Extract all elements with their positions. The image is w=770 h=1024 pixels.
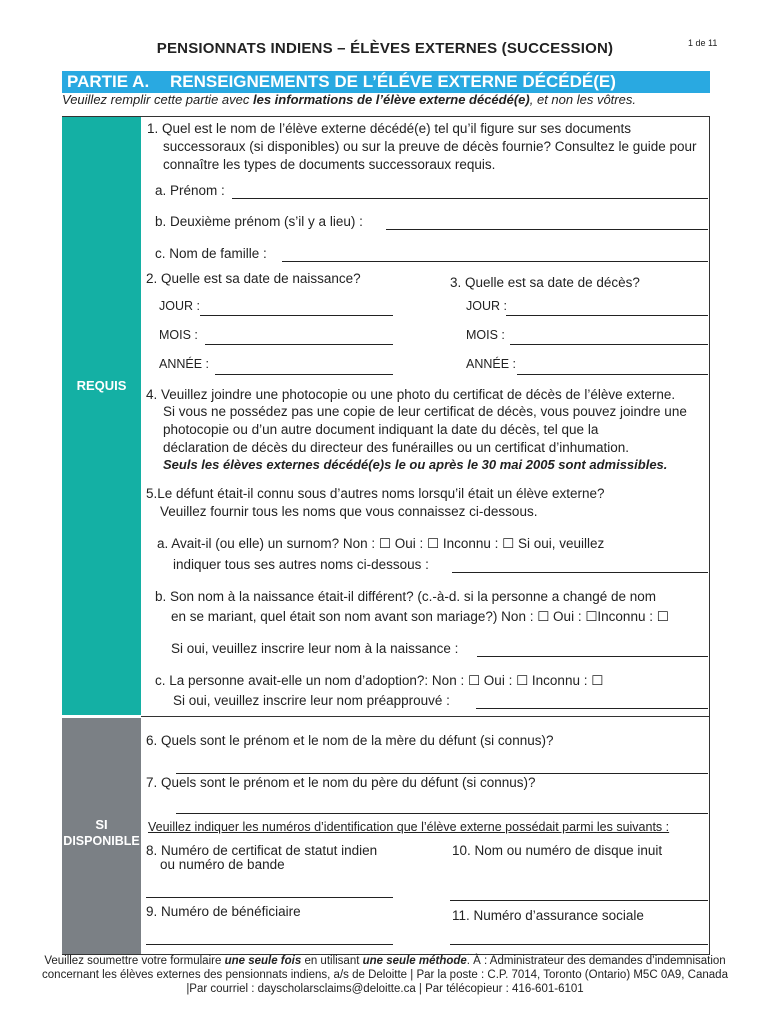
q4-eligibility-note: Seuls les élèves externes décédé(e)s le ou après le 30 mai 2005 sont admissibles.	[163, 457, 668, 472]
part-a-title: RENSEIGNEMENTS DE L’ÉLÉVE EXTERNE DÉCÉDÉ(E)	[170, 72, 616, 91]
q5b-line2: en se mariant, quel était son nom avant son mariage?) Non : ☐ Oui : ☐Inconnu : ☐	[171, 609, 669, 624]
q4-line1: 4. Veuillez joindre une photocopie ou une photo du certificat de décès de l’élève externe.	[146, 387, 676, 402]
footer-line3: |Par courriel : dayscholarsclaims@deloitte.ca | Par télécopieur : 416-601-6101	[186, 983, 584, 995]
q11-label: 11. Numéro d’assurance sociale	[452, 908, 644, 923]
nom-naissance-field[interactable]	[477, 656, 708, 657]
statut-indien-field[interactable]	[146, 897, 393, 898]
part-a-instructions: Veuillez remplir cette partie avec les informations de l’élève externe décédé(e), et non les vôtres.	[62, 92, 636, 107]
pere-field[interactable]	[176, 813, 708, 814]
q5a-line2: indiquer tous ses autres noms ci-dessous :	[173, 557, 429, 572]
nom-de-famille-field[interactable]	[282, 261, 708, 262]
q1c-label: c. Nom de famille :	[155, 246, 267, 261]
frame-right	[709, 116, 710, 954]
q3-mois-label: MOIS :	[466, 328, 505, 342]
beneficiaire-field[interactable]	[146, 944, 393, 945]
disque-inuit-field[interactable]	[450, 900, 708, 901]
naissance-mois-field[interactable]	[205, 344, 393, 345]
frame-top	[62, 116, 710, 117]
frame-divider	[141, 716, 710, 717]
part-a-label: PARTIE A.	[67, 72, 150, 91]
q1-line3: connaître les types de documents successoraux requis.	[163, 157, 496, 172]
si-label: SI	[95, 817, 108, 832]
q2-jour-label: JOUR :	[159, 299, 200, 313]
q5-line2: Veuillez fournir tous les noms que vous connaissez ci-dessous.	[160, 504, 538, 519]
q5c-line2: Si oui, veuillez inscrire leur nom préapprouvé :	[173, 693, 450, 708]
q1a-label: a. Prénom :	[155, 183, 225, 198]
q3-jour-label: JOUR :	[466, 299, 507, 313]
part-a-banner	[62, 71, 710, 93]
q5b-line1: b. Son nom à la naissance était-il différent? (c.-à-d. si la personne a changé de nom	[155, 589, 657, 604]
nas-field[interactable]	[450, 944, 708, 945]
q2-label: 2. Quelle est sa date de naissance?	[146, 271, 361, 286]
form-title: PENSIONNATS INDIENS – ÉLÈVES EXTERNES (SUCCESSION)	[156, 40, 614, 57]
page-number: 1 de 11	[688, 38, 718, 48]
q9-label: 9. Numéro de bénéficiaire	[146, 904, 301, 919]
q5b-line3: Si oui, veuillez inscrire leur nom à la naissance :	[171, 641, 459, 656]
naissance-jour-field[interactable]	[200, 315, 393, 316]
deces-annee-field[interactable]	[517, 374, 708, 375]
q6-label: 6. Quels sont le prénom et le nom de la mère du défunt (si connus)?	[146, 733, 554, 748]
q7-label: 7. Quels sont le prénom et le nom du père du défunt (si connus)?	[146, 775, 536, 790]
q4-line4: déclaration de décès du directeur des funérailles ou un certificat d’inhumation.	[163, 440, 630, 455]
naissance-annee-field[interactable]	[215, 374, 393, 375]
q10-label: 10. Nom ou numéro de disque inuit	[452, 843, 663, 858]
q4-line2: Si vous ne possédez pas une copie de leur certificat de décès, vous pouvez joindre une	[163, 404, 687, 419]
requis-bar	[62, 117, 141, 715]
requis-label: REQUIS	[76, 378, 127, 393]
footer-line1: Veuillez soumettre votre formulaire une seule fois en utilisant une seule méthode. À : Administrateur des demandes d’indemnisation	[44, 955, 726, 967]
q1-line2: successoraux (si disponibles) ou sur la preuve de décès fournie? Consultez le guide pour	[163, 139, 697, 154]
q8-line1: 8. Numéro de certificat de statut indien	[146, 843, 378, 858]
q3-label: 3. Quelle est sa date de décès?	[450, 275, 640, 290]
q1b-label: b. Deuxième prénom (s’il y a lieu) :	[155, 214, 363, 229]
surnom-field[interactable]	[452, 572, 708, 573]
mere-field[interactable]	[176, 773, 708, 774]
footer-line2: concernant les élèves externes des pensionnats indiens, a/s de Deloitte | Par la poste : C.P. 7014, Toronto (Ontario) M5C 0A9, Canada	[42, 969, 728, 981]
deuxieme-prenom-field[interactable]	[386, 229, 708, 230]
q5-line1: 5.Le défunt était-il connu sous d’autres noms lorsqu’il était un élève externe?	[146, 486, 605, 501]
ids-instructions: Veuillez indiquer les numéros d’identification que l’élève externe possédait parmi les suivants :	[148, 820, 670, 834]
q5a-line1: a. Avait-il (ou elle) un surnom? Non : ☐ Oui : ☐ Inconnu : ☐ Si oui, veuillez	[157, 536, 605, 551]
q4-line3: photocopie ou d’un autre document indiquant la date du décès, tel que la	[163, 422, 599, 437]
q8-line2: ou numéro de bande	[160, 857, 285, 872]
q5c-line1: c. La personne avait-elle un nom d’adoption?: Non : ☐ Oui : ☐ Inconnu : ☐	[155, 673, 604, 688]
q3-annee-label: ANNÉE :	[466, 357, 517, 371]
nom-adoption-field[interactable]	[476, 708, 708, 709]
q1-line1: 1. Quel est le nom de l’élève externe décédé(e) tel qu’il figure sur ses documents	[147, 121, 632, 136]
deces-jour-field[interactable]	[506, 315, 708, 316]
prenom-field[interactable]	[232, 198, 708, 199]
q2-annee-label: ANNÉE :	[159, 357, 210, 371]
disponible-label: DISPONIBLE	[63, 834, 140, 848]
deces-mois-field[interactable]	[510, 344, 708, 345]
q2-mois-label: MOIS :	[159, 328, 198, 342]
